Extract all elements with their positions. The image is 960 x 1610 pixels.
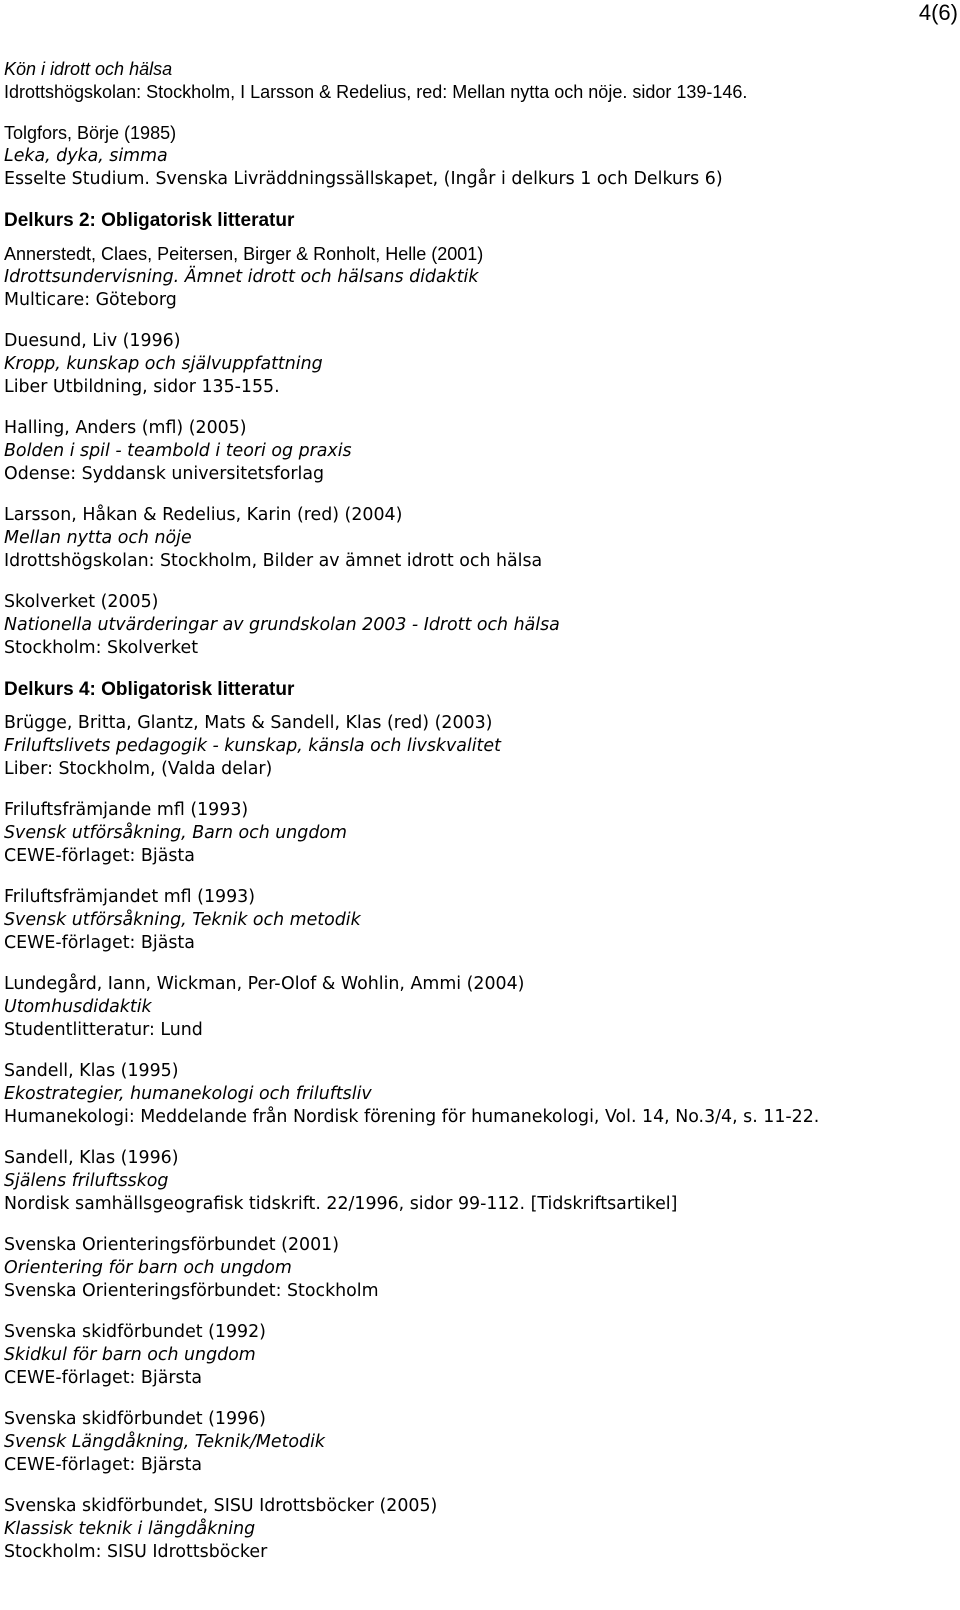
reference-title: Kropp, kunskap och självuppfattning [4,354,323,374]
reference-line: Lundegård, Iann, Wickman, Per-Olof & Wohlin, Ammi (2004) [4,974,525,994]
reference-title: Orientering för barn och ungdom [4,1258,292,1278]
page-number: 4(6) [918,0,958,25]
reference-line: Stockholm: SISU Idrottsböcker [4,1542,268,1562]
reference-line: CEWE-förlaget: Bjärsta [4,1368,203,1388]
reference-line: Liber Utbildning, sidor 135-155. [4,377,280,397]
reference-title: Utomhusdidaktik [4,997,152,1017]
reference-line: Odense: Syddansk universitetsforlag [4,464,325,484]
reference-line: CEWE-förlaget: Bjästa [4,846,195,866]
reference-line: Sandell, Klas (1995) [4,1061,179,1081]
reference-line: Humanekologi: Meddelande från Nordisk förening för humanekologi, Vol. 14, No.3/4, s. 11-22. [4,1107,820,1127]
reference-entry [4,122,954,191]
reference-entry [4,712,954,781]
reference-line: Idrottshögskolan: Stockholm, Bilder av ämnet idrott och hälsa [4,551,543,571]
reference-line: Larsson, Håkan & Redelius, Karin (red) (2004) [4,505,403,525]
reference-title: Själens friluftsskog [4,1171,169,1191]
reference-title: Svensk utförsåkning, Teknik och metodik [4,910,361,930]
reference-title: Klassisk teknik i längdåkning [4,1519,256,1539]
reference-entry [4,799,954,868]
reference-line: Stockholm: Skolverket [4,638,199,658]
reference-entry [4,1147,954,1216]
reference-line: Skolverket (2005) [4,592,159,612]
reference-line: Idrottshögskolan: Stockholm, I Larsson & Redelius, red: Mellan nytta och nöje. sidor 139-146. [4,82,748,102]
reference-title: Nationella utvärderingar av grundskolan 2003 - Idrott och hälsa [4,615,560,635]
literature-list [4,58,954,1582]
reference-entry [4,58,954,104]
reference-entry [4,243,954,312]
reference-title: Skidkul för barn och ungdom [4,1345,256,1365]
reference-title: Ekostrategier, humanekologi och friluftsliv [4,1084,372,1104]
reference-title: Bolden i spil - teambold i teori og praxis [4,441,352,461]
reference-entry [4,1495,954,1564]
reference-line: Esselte Studium. Svenska Livräddningssällskapet, (Ingår i delkurs 1 och Delkurs 6) [4,169,723,189]
reference-line: Svenska skidförbundet (1996) [4,1409,266,1429]
reference-line: Studentlitteratur: Lund [4,1020,203,1040]
reference-line: Svenska skidförbundet, SISU Idrottsböcker (2005) [4,1496,438,1516]
reference-title: Kön i idrott och hälsa [4,59,173,79]
reference-title: Mellan nytta och nöje [4,528,192,548]
reference-line: Svenska Orienteringsförbundet (2001) [4,1235,339,1255]
reference-entry [4,417,954,486]
reference-line: CEWE-förlaget: Bjästa [4,933,195,953]
literature-section [4,209,954,660]
literature-section [4,678,954,1564]
reference-title: Idrottsundervisning. Ämnet idrott och hälsans didaktik [4,267,479,287]
reference-title: Leka, dyka, simma [4,146,168,166]
reference-entry [4,1408,954,1477]
reference-entry [4,504,954,573]
section-heading: Delkurs 4: Obligatorisk litteratur [4,679,295,700]
reference-line: Svenska skidförbundet (1992) [4,1322,266,1342]
reference-line: Multicare: Göteborg [4,290,177,310]
reference-entry [4,330,954,399]
reference-title: Svensk utförsåkning, Barn och ungdom [4,823,347,843]
reference-line: Halling, Anders (mfl) (2005) [4,418,247,438]
reference-line: Sandell, Klas (1996) [4,1148,179,1168]
reference-line: Brügge, Britta, Glantz, Mats & Sandell, Klas (red) (2003) [4,713,493,733]
reference-entry [4,886,954,955]
reference-entry [4,1060,954,1129]
reference-line: Friluftsfrämjande mfl (1993) [4,800,249,820]
reference-entry [4,1321,954,1390]
reference-title: Svensk Längdåkning, Teknik/Metodik [4,1432,325,1452]
reference-line: CEWE-förlaget: Bjärsta [4,1455,203,1475]
reference-line: Liber: Stockholm, (Valda delar) [4,759,273,779]
reference-line: Duesund, Liv (1996) [4,331,181,351]
reference-line: Annerstedt, Claes, Peitersen, Birger & Ronholt, Helle (2001) [4,244,484,264]
reference-entry [4,591,954,660]
reference-title: Friluftslivets pedagogik - kunskap, känsla och livskvalitet [4,736,501,756]
reference-line: Nordisk samhällsgeografisk tidskrift. 22/1996, sidor 99-112. [Tidskriftsartikel] [4,1194,678,1214]
reference-line: Svenska Orienteringsförbundet: Stockholm [4,1281,379,1301]
section-heading: Delkurs 2: Obligatorisk litteratur [4,210,295,231]
reference-line: Tolgfors, Börje (1985) [4,123,177,143]
reference-entry [4,1234,954,1303]
reference-line: Friluftsfrämjandet mfl (1993) [4,887,255,907]
reference-entry [4,973,954,1042]
